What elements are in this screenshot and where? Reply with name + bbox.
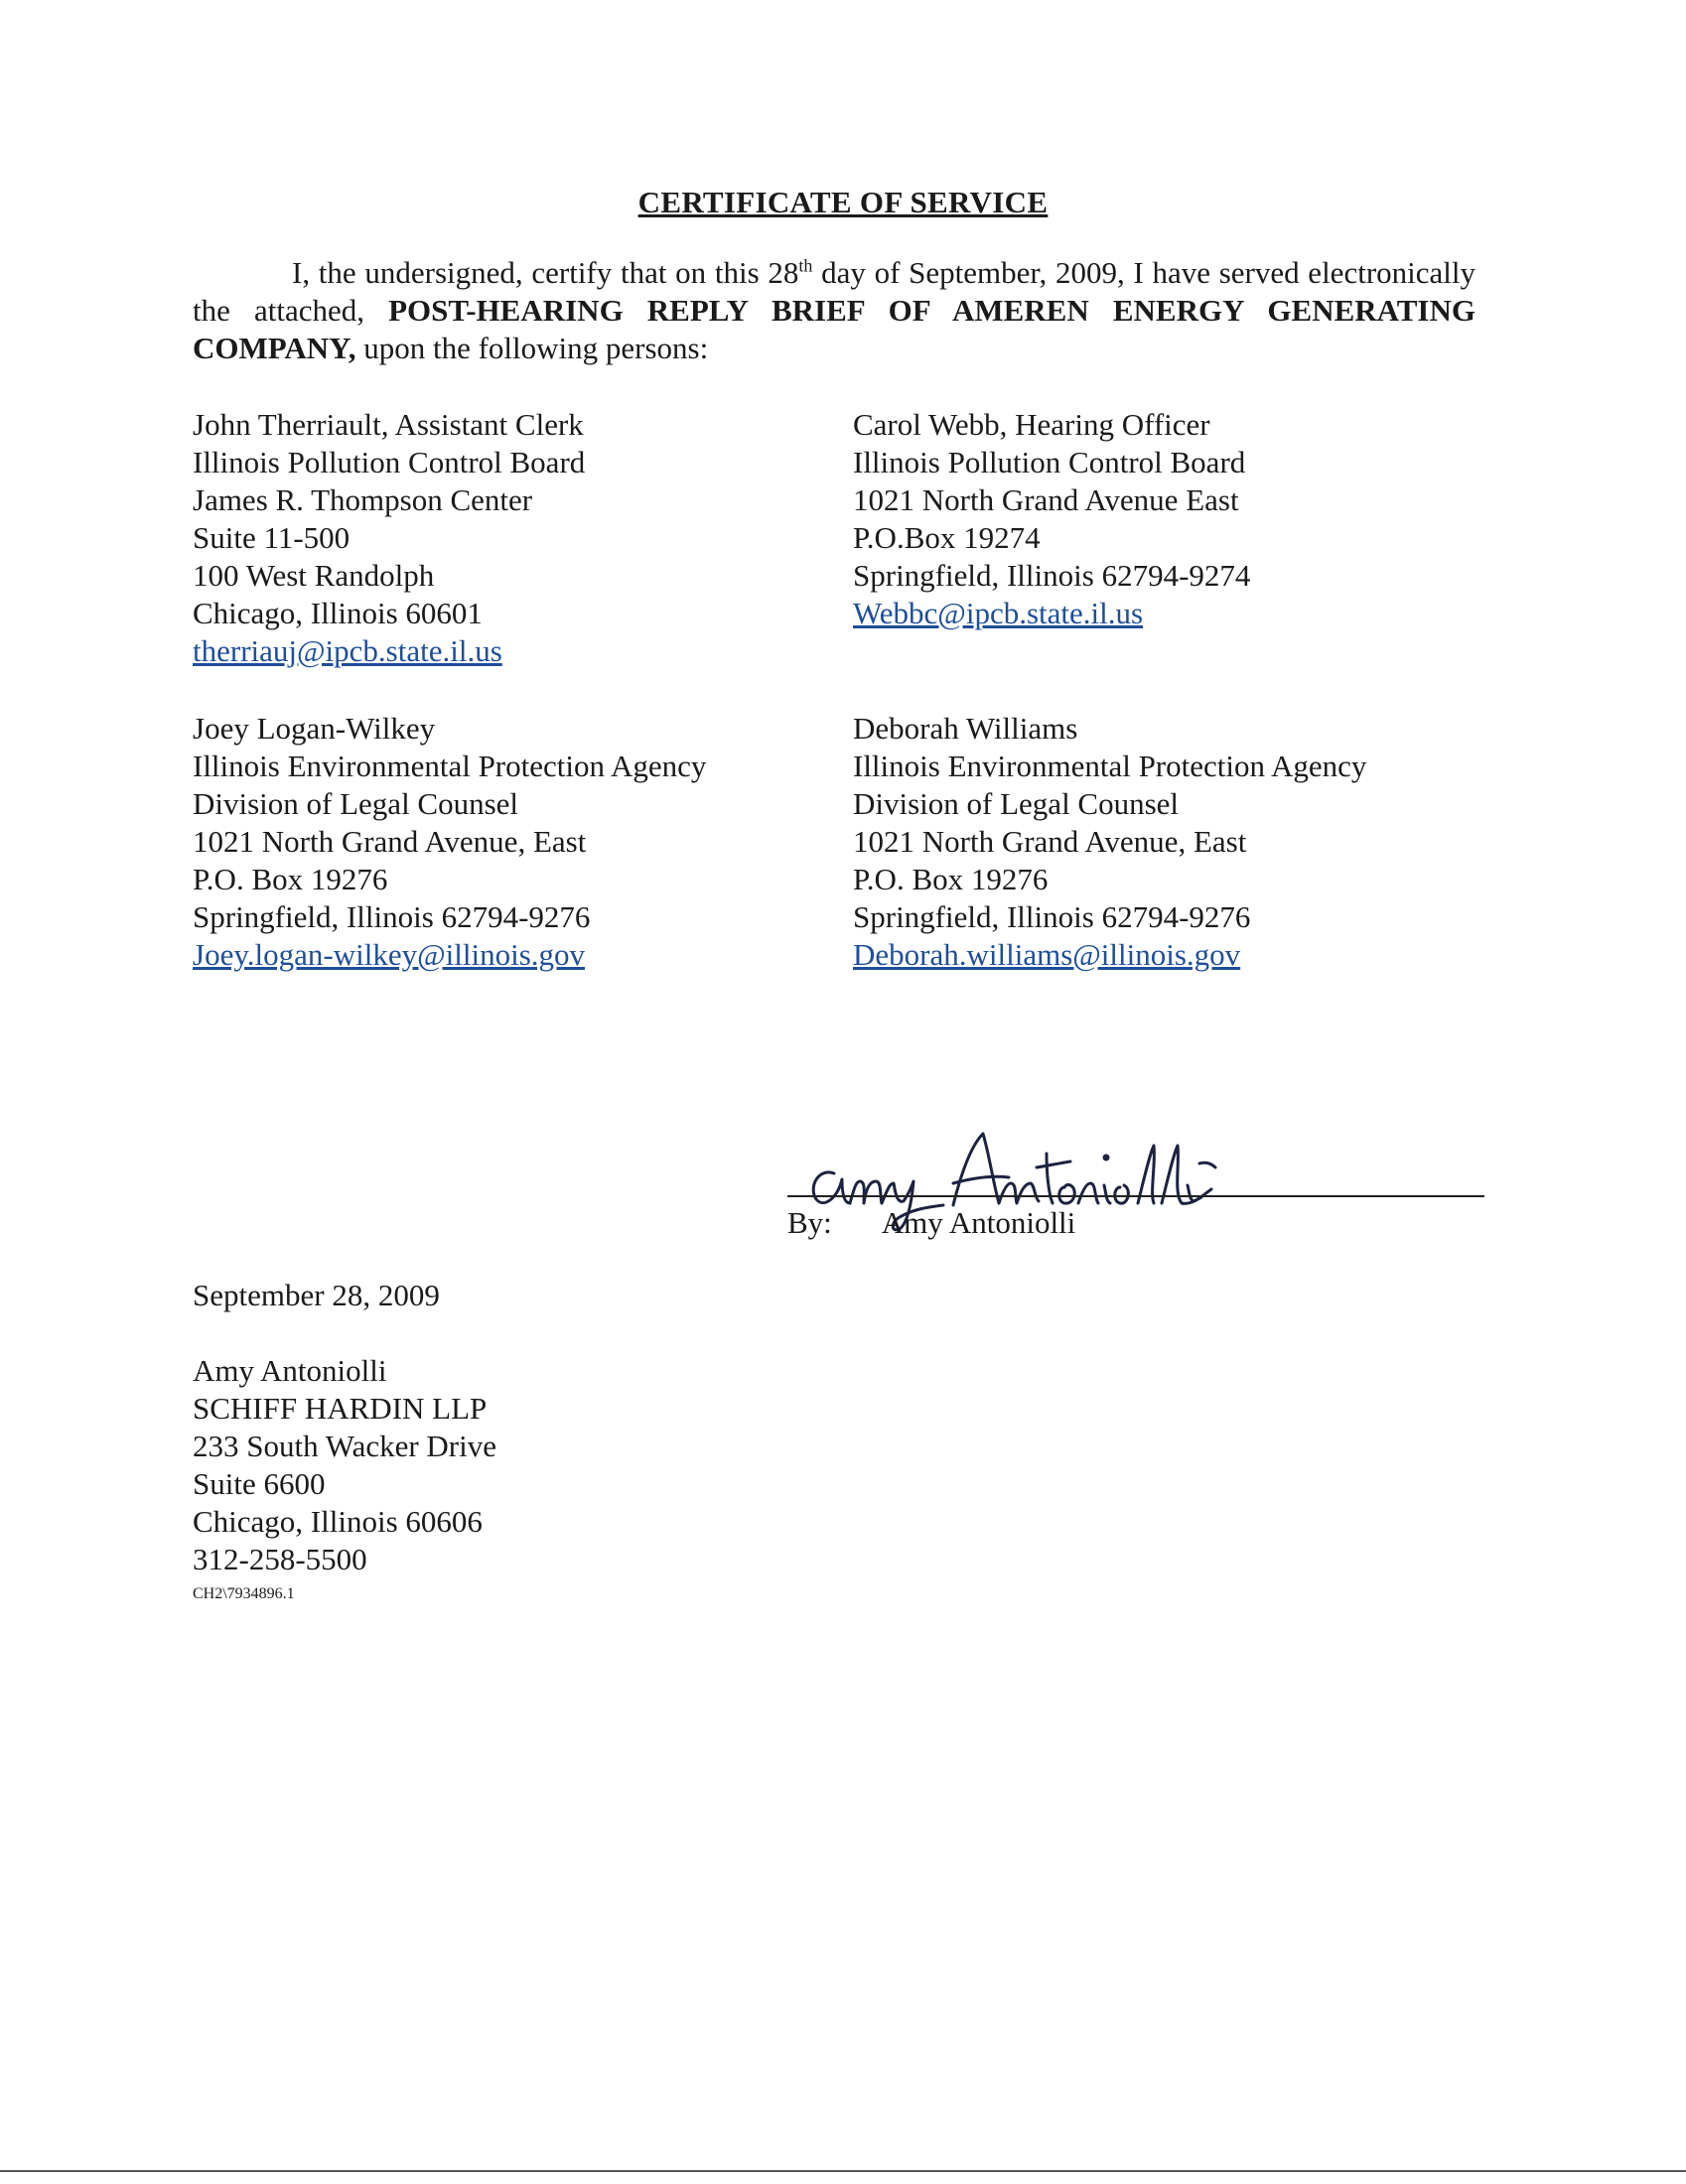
address-line: P.O. Box 19276 xyxy=(193,862,388,896)
address-line: Division of Legal Counsel xyxy=(193,786,519,821)
firm-line: Amy Antoniolli xyxy=(193,1353,387,1388)
address-line: Illinois Environmental Protection Agency xyxy=(853,749,1367,783)
document-id: CH2\7934896.1 xyxy=(193,1585,295,1602)
intro-text-2: day of September, 2009, I have served electronically the attached, xyxy=(193,255,1475,328)
address-block-therriault xyxy=(193,406,585,670)
address-line: Joey Logan-Wilkey xyxy=(193,711,436,746)
address-block-webb xyxy=(853,406,1250,632)
signature-line xyxy=(787,1195,1484,1197)
document-title: CERTIFICATE OF SERVICE xyxy=(637,185,1049,219)
firm-line: 312-258-5500 xyxy=(193,1542,367,1576)
email-link[interactable]: Deborah.williams@illinois.gov xyxy=(853,937,1241,972)
address-line: John Therriault, Assistant Clerk xyxy=(193,407,584,442)
firm-line: Suite 6600 xyxy=(193,1466,326,1501)
address-line: 1021 North Grand Avenue, East xyxy=(853,824,1247,859)
firm-line: SCHIFF HARDIN LLP xyxy=(193,1391,488,1426)
address-line: Suite 11-500 xyxy=(193,520,351,555)
address-block-logan-wilkey xyxy=(193,710,706,974)
intro-text-3: upon the following persons: xyxy=(355,331,709,365)
address-line: 1021 North Grand Avenue, East xyxy=(193,824,587,859)
firm-line: Chicago, Illinois 60606 xyxy=(193,1504,483,1539)
address-line: Chicago, Illinois 60601 xyxy=(193,596,483,630)
signer-name: Amy Antoniolli xyxy=(881,1205,1076,1240)
address-line: Springfield, Illinois 62794-9274 xyxy=(853,558,1251,593)
address-line: James R. Thompson Center xyxy=(193,482,533,517)
document-date: September 28, 2009 xyxy=(193,1278,440,1312)
page-bottom-edge xyxy=(0,2170,1686,2172)
intro-text-1: I, the undersigned, certify that on this 28 xyxy=(292,255,799,290)
intro-superscript: th xyxy=(798,255,813,276)
address-line: Deborah Williams xyxy=(853,711,1078,746)
address-line: P.O.Box 19274 xyxy=(853,520,1041,555)
firm-line: 233 South Wacker Drive xyxy=(193,1429,497,1463)
address-line: Springfield, Illinois 62794-9276 xyxy=(853,899,1251,934)
address-block-williams xyxy=(853,710,1366,974)
address-line: Springfield, Illinois 62794-9276 xyxy=(193,899,591,934)
address-line: 100 West Randolph xyxy=(193,558,435,593)
signature-caption xyxy=(787,1204,1075,1242)
address-line: Illinois Pollution Control Board xyxy=(853,445,1246,479)
email-link[interactable]: therriauj@ipcb.state.il.us xyxy=(193,633,502,668)
address-line: 1021 North Grand Avenue East xyxy=(853,482,1239,517)
address-line: Illinois Environmental Protection Agency xyxy=(193,749,707,783)
by-label: By: xyxy=(787,1205,832,1240)
address-line: Illinois Pollution Control Board xyxy=(193,445,586,479)
email-link[interactable]: Joey.logan-wilkey@illinois.gov xyxy=(193,937,586,972)
certification-paragraph xyxy=(193,254,1475,367)
document-name: POST-HEARING REPLY BRIEF OF AMEREN ENERGY GENERATING COMPANY, xyxy=(193,293,1475,365)
address-line: Carol Webb, Hearing Officer xyxy=(853,407,1210,442)
firm-address-block xyxy=(193,1352,496,1578)
address-line: Division of Legal Counsel xyxy=(853,786,1180,821)
address-line: P.O. Box 19276 xyxy=(853,862,1049,896)
email-link[interactable]: Webbc@ipcb.state.il.us xyxy=(853,596,1144,630)
